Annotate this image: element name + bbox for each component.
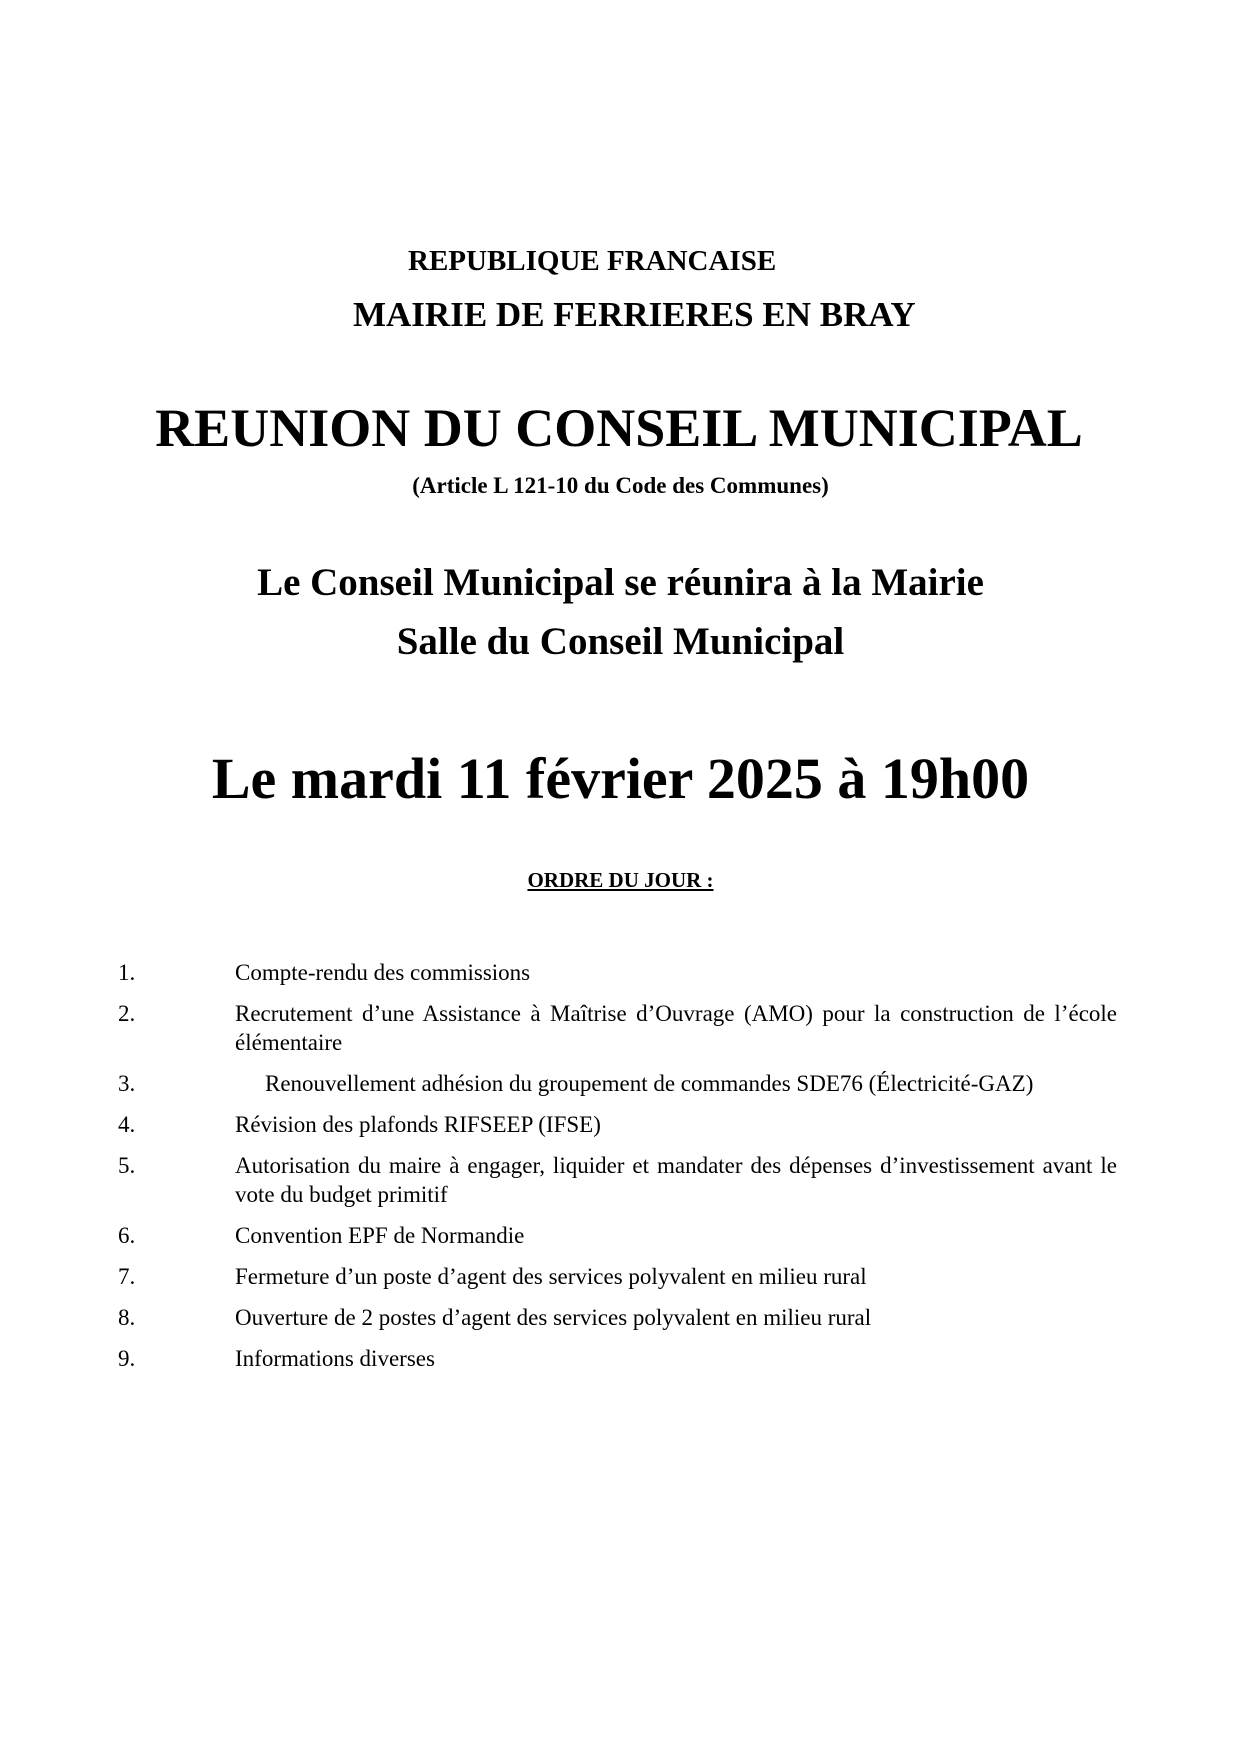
agenda-item xyxy=(0,1303,1241,1332)
agenda-item-number: 5. xyxy=(118,1153,136,1178)
agenda-item-text: Convention EPF de Normandie xyxy=(235,1223,525,1248)
agenda-item-number: 6. xyxy=(118,1223,136,1248)
agenda-item-text: Informations diverses xyxy=(235,1346,435,1371)
mairie-heading: MAIRIE DE FERRIERES EN BRAY xyxy=(353,295,916,334)
agenda-item-text: Ouverture de 2 postes d’agent des services polyvalent en milieu rural xyxy=(235,1305,872,1330)
venue-line-1: Le Conseil Municipal se réunira à la Mairie xyxy=(257,561,984,604)
meeting-date: Le mardi 11 février 2025 à 19h00 xyxy=(211,746,1030,811)
venue-line-2: Salle du Conseil Municipal xyxy=(396,620,845,663)
agenda-list xyxy=(0,958,1241,1373)
agenda-item-text: Renouvellement adhésion du groupement de commandes SDE76 (Électricité-GAZ) xyxy=(265,1071,1034,1096)
agenda-item-text: Autorisation du maire à engager, liquider et mandater des dépenses d’investissement avant le vote du budget primitif xyxy=(235,1153,1117,1207)
article-reference: (Article L 121-10 du Code des Communes) xyxy=(412,473,829,498)
agenda-item-number: 8. xyxy=(118,1305,136,1330)
agenda-item-number: 7. xyxy=(118,1264,136,1289)
republique-heading: REPUBLIQUE FRANCAISE xyxy=(408,245,777,277)
page-title xyxy=(0,397,1241,459)
agenda-heading: ORDRE DU JOUR : xyxy=(527,868,714,892)
agenda-item-text: Recrutement d’une Assistance à Maîtrise d’Ouvrage (AMO) pour la construction de l’école élémentaire xyxy=(235,1001,1117,1055)
agenda-item-number: 9. xyxy=(118,1346,136,1371)
agenda-item xyxy=(0,1110,1241,1139)
agenda-item xyxy=(0,1262,1241,1291)
agenda-item-number: 4. xyxy=(118,1112,136,1137)
agenda-item-number: 2. xyxy=(118,1001,136,1026)
agenda-item xyxy=(0,999,1241,1057)
agenda-item-text: Révision des plafonds RIFSEEP (IFSE) xyxy=(235,1112,601,1137)
page-title-text: REUNION DU CONSEIL MUNICIPAL xyxy=(155,398,1083,458)
agenda-item-number: 3. xyxy=(118,1071,136,1096)
agenda-item xyxy=(0,1221,1241,1250)
agenda-item-text: Compte-rendu des commissions xyxy=(235,960,531,985)
agenda-item xyxy=(0,1344,1241,1373)
agenda-item-number: 1. xyxy=(118,960,136,985)
agenda-item-text: Fermeture d’un poste d’agent des services polyvalent en milieu rural xyxy=(235,1264,867,1289)
agenda-item xyxy=(0,1151,1241,1209)
agenda-item xyxy=(0,958,1241,987)
agenda-item xyxy=(0,1069,1241,1098)
